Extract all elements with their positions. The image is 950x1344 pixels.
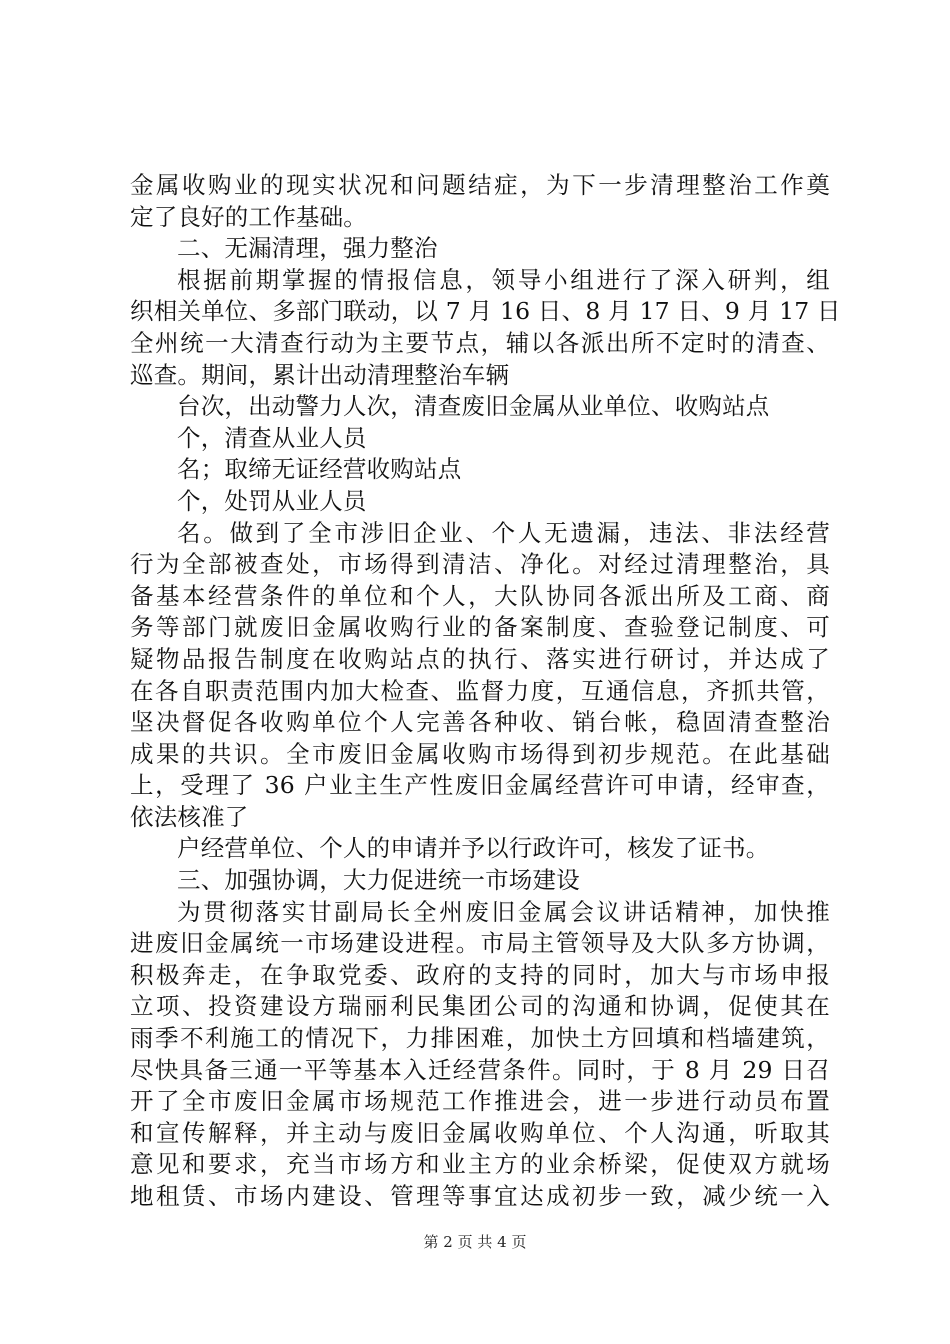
text-line: 行为全部被查处，市场得到清洁、净化。对经过清理整治，具 <box>130 550 830 579</box>
text-line: 备基本经营条件的单位和个人，大队协同各派出所及工商、商 <box>130 581 830 610</box>
text-line: 务等部门就废旧金属收购行业的备案制度、查验登记制度、可 <box>130 613 830 642</box>
text-line: 上，受理了 36 户业主生产性废旧金属经营许可申请，经审查， <box>130 771 830 800</box>
text-line: 成果的共识。全市废旧金属收购市场得到初步规范。在此基础 <box>130 739 830 768</box>
text-line: 积极奔走，在争取党委、政府的支持的同时，加大与市场申报 <box>130 960 830 989</box>
text-line: 根据前期掌握的情报信息，领导小组进行了深入研判，组 <box>177 265 830 294</box>
text-line: 全州统一大清查行动为主要节点，辅以各派出所不定时的清查、 <box>130 328 830 357</box>
text-line: 地租赁、市场内建设、管理等事宜达成初步一致，减少统一入 <box>130 1182 830 1210</box>
text-line: 为贯彻落实甘副局长全州废旧金属会议讲话精神，加快推 <box>177 897 830 926</box>
text-line: 在各自职责范围内加大检查、监督力度，互通信息，齐抓共管， <box>130 676 830 705</box>
text-line: 个，清查从业人员 <box>177 423 367 452</box>
page-footer: 第 2 页 共 4 页 <box>423 1233 527 1251</box>
text-line: 金属收购业的现实状况和问题结症，为下一步清理整治工作奠 <box>130 171 830 199</box>
text-line: 名；取缔无证经营收购站点 <box>177 455 462 484</box>
text-line: 个，处罚从业人员 <box>177 486 367 515</box>
document-body <box>130 170 841 1213</box>
text-line: 户经营单位、个人的申请并予以行政许可，核发了证书。 <box>177 834 770 863</box>
text-line: 名。做到了全市涉旧企业、个人无遗漏，违法、非法经营 <box>177 518 830 547</box>
text-line: 意见和要求，充当市场方和业主方的业余桥梁，促使双方就场 <box>130 1150 830 1179</box>
text-line: 织相关单位、多部门联动，以 7 月 16 日、8 月 17 日、9 月 17 日 <box>130 297 841 326</box>
text-line: 定了良好的工作基础。 <box>130 202 367 231</box>
text-line: 尽快具备三通一平等基本入迁经营条件。同时，于 8 月 29 日召 <box>130 1055 830 1084</box>
text-line: 台次，出动警力人次，清查废旧金属从业单位、收购站点 <box>177 392 770 421</box>
text-line: 开了全市废旧金属市场规范工作推进会，进一步进行动员布置 <box>130 1087 830 1116</box>
text-line: 依法核准了 <box>130 802 249 831</box>
text-line: 雨季不利施工的情况下，力排困难，加快土方回填和档墙建筑， <box>130 1024 830 1053</box>
text-line: 坚决督促各收购单位个人完善各种收、销台帐，稳固清查整治 <box>130 708 830 737</box>
section-heading: 二、无漏清理，强力整治 <box>177 234 438 263</box>
section-heading: 三、加强协调，大力促进统一市场建设 <box>177 866 580 895</box>
text-line: 巡查。期间，累计出动清理整治车辆 <box>130 360 510 389</box>
text-line: 和宣传解释，并主动与废旧金属收购单位、个人沟通，听取其 <box>130 1118 830 1147</box>
text-line: 疑物品报告制度在收购站点的执行、落实进行研讨，并达成了 <box>130 644 830 673</box>
text-line: 立项、投资建设方瑞丽利民集团公司的沟通和协调，促使其在 <box>130 992 830 1021</box>
text-line: 进废旧金属统一市场建设进程。市局主管领导及大队多方协调， <box>130 929 830 958</box>
